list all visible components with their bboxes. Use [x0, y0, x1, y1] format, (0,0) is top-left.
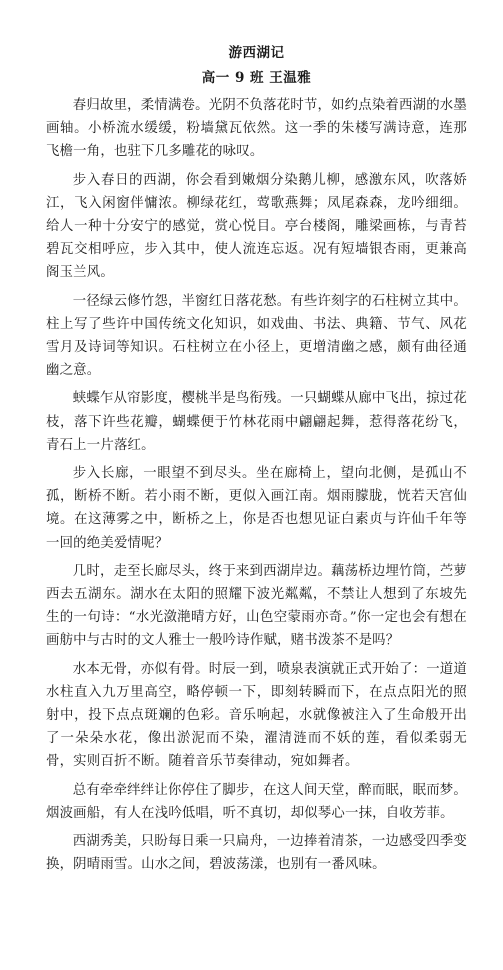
paragraph: 几时，走至长廊尽头，终于来到西湖岸边。藕荡桥边埋竹筒，苎萝西去五湖东。湖水在太阳的照耀下波光粼粼，不禁让人想到了东坡先生的一句诗：“水光潋滟晴方好，山色空蒙雨亦奇。”你一定也会有想在画舫中与古时的文人雅士一般吟诗作赋，赌书泼茶不是吗？ — [46, 563, 467, 649]
author-byline: 高一 9 班 王温雅 — [201, 70, 312, 86]
paragraph: 西湖秀美，只盼每日乘一只扁舟，一边捧着清茶，一边感受四季变换，阴晴雨雪。山水之间，碧波荡漾，也别有一番风味。 — [46, 834, 467, 873]
paragraph: 蛱蝶乍从帘影度，樱桃半是鸟衔残。一只蝴蝶从廊中飞出，掠过花枝，落下许些花瓣，蝴蝶便于竹林花雨中翩翩起舞，惹得落花纷飞，青石上一片落红。 — [46, 391, 467, 453]
paragraph: 水本无骨，亦似有骨。时辰一到，喷泉表演就正式开始了：一道道水柱直入九万里高空，略停顿一下，即刻转瞬而下，在点点阳光的照射中，投下点点斑斓的色彩。音乐响起，水就像被注入了生命般开出了一朵朵水花，像出淤泥而不染，濯清涟而不妖的莲，看似柔弱无骨，实则百折不断。随着音乐节奏律动，宛如舞者。 — [46, 661, 467, 770]
paragraph: 步入长廊，一眼望不到尽头。坐在廊椅上，望向北侧，是孤山不孤，断桥不断。若小雨不断，更似入画江南。烟雨朦胧，恍若天宫仙境。在这薄雾之中，断桥之上，你是否也想见证白素贞与许仙千年等一回的绝美爱情呢？ — [46, 466, 467, 551]
paragraph: 春归故里，柔情满卷。光阴不负落花时节，如约点染着西湖的水墨画轴。小桥流水缓缓，粉墙黛瓦依然。这一季的朱楼写满诗意，连那飞檐一角，也驻下几多雕花的咏叹。 — [46, 98, 467, 160]
paragraph: 一径绿云修竹怨，半窗红日落花愁。有些许刻字的石柱树立其中。柱上写了些许中国传统文化知识，如戏曲、书法、典籍、节气、风花雪月及诗词等知识。石柱树立在小径上，更增清幽之感，颇有曲径通幽之意。 — [46, 293, 467, 379]
paragraph: 步入春日的西湖，你会看到嫩烟分染鹅儿柳，感激东风，吹落娇江，飞入闲窗伴慵浓。柳绿花红，莺歌燕舞；凤尾森森，龙吟细细。给人一种十分安宁的感觉，赏心悦目。亭台楼阁，雕梁画栋，与青苔碧瓦交相呼应，步入其中，使人流连忘返。况有短墙银杏雨，更兼高阁玉兰风。 — [46, 172, 467, 281]
essay-body — [46, 94, 467, 877]
paragraph: 总有牵牵绊绊让你停住了脚步，在这人间天堂，醉而眠，眠而梦。烟波画船，有人在浅吟低唱，听不真切，却似琴心一抹，自收芳菲。 — [46, 782, 467, 821]
document-title: 游西湖记 — [228, 45, 285, 61]
